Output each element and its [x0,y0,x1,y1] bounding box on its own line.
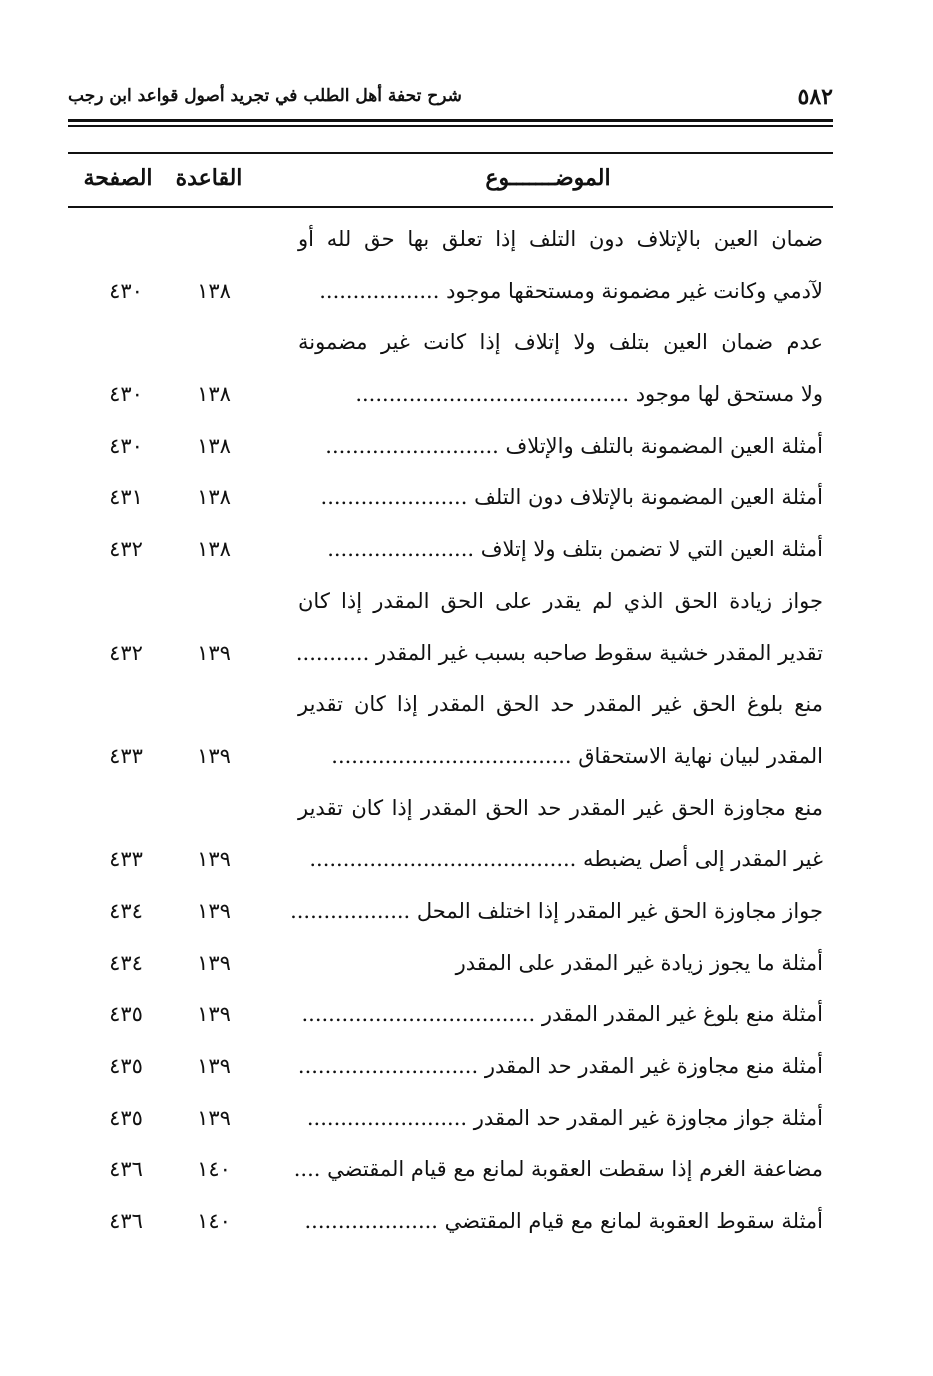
leader-dots: ........................ [306,1105,468,1130]
table-top-rule [68,152,833,154]
leader-dots: .... [293,1157,321,1182]
entry-topic [298,938,823,990]
entry-page-number: ٤٣٥ [109,1105,143,1130]
entry-rule-number: ١٤٠ [197,1209,231,1234]
entry-topic [298,214,823,266]
entry-topic-text: أمثلة العين المضمونة بالإتلاف دون التلف [474,485,823,510]
entry-topic [290,886,823,938]
leader-dots: .................................... [331,743,572,768]
entry-topic-text: عدم ضمان العين بتلف ولا إتلاف إذا كانت غير مضمونة [298,330,823,355]
entry-rule-number: ١٣٨ [197,433,231,458]
index-line [68,731,833,783]
header-rule-thick [68,119,833,122]
entry-rule-number: ١٣٨ [197,537,231,562]
entry-topic-text: أمثلة سقوط العقوبة لمانع مع قيام المقتضي [444,1209,823,1234]
entry-topic-text: غير المقدر إلى أصل يضبطه [583,847,823,872]
entry-topic-text: ولا مستحق لها موجود [635,382,823,407]
entry-topic [298,679,823,731]
entry-rule-number: ١٣٨ [197,485,231,510]
entry-page-number: ٤٣٣ [109,743,143,768]
entry-rule-number: ١٣٩ [197,847,231,872]
entry-topic [298,421,823,473]
leader-dots: ................................... [301,1002,536,1027]
entry-page-number: ٤٣٦ [109,1209,143,1234]
entry-page-number: ٤٣٣ [109,847,143,872]
entry-topic [298,1041,823,1093]
book-title: شرح تحفة أهل الطلب في تجريد أصول قواعد ابن رجب [68,86,462,106]
entry-rule-number: ١٤٠ [197,1157,231,1182]
entry-topic [298,731,823,783]
column-header-rule: القاعدة [175,165,243,191]
index-line [68,266,833,318]
entry-topic-text: جواز مجاوزة الحق غير المقدر إذا اختلف المحل [416,898,823,923]
entry-topic [298,783,823,835]
index-line [68,628,833,680]
leader-dots: ........................................ [309,847,577,872]
entry-topic-text: أمثلة جواز مجاوزة غير المقدر حد المقدر [473,1105,823,1130]
entry-rule-number: ١٣٩ [197,1002,231,1027]
column-header-page: الصفحة [83,165,153,191]
index-line [68,834,833,886]
entry-topic [298,834,823,886]
index-line [68,214,833,266]
entry-topic-text: منع مجاوزة الحق غير المقدر حد الحق المقدر إذا كان تقدير [298,795,823,820]
entry-topic-text: جواز زيادة الحق الذي لم يقدر على الحق المقدر إذا كان [298,588,823,613]
column-headers [68,165,833,201]
entry-topic [298,317,823,369]
entry-topic-text: تقدير المقدر خشية سقوط صاحبه بسبب غير المقدر [375,640,823,665]
entry-rule-number: ١٣٨ [197,382,231,407]
entry-topic-text: ضمان العين بالإتلاف دون التلف إذا تعلق بها حق لله أو [298,227,823,251]
entry-topic [298,576,823,628]
entry-page-number: ٤٣٥ [109,1002,143,1027]
index-line [68,783,833,835]
entry-topic [298,989,823,1041]
entry-topic-text: مضاعفة الغرم إذا سقطت العقوبة لمانع مع قيام المقتضي [327,1157,823,1182]
entry-topic [298,524,823,576]
entry-rule-number: ١٣٩ [197,1105,231,1130]
leader-dots: ...................... [320,485,468,510]
entry-topic-text: أمثلة العين التي لا تضمن بتلف ولا إتلاف [480,537,823,562]
entry-topic [298,1196,823,1248]
entry-topic-text: أمثلة منع بلوغ غير المقدر المقدر [541,1002,823,1027]
index-line [68,886,833,938]
entry-topic [293,1144,823,1196]
entry-rule-number: ١٣٩ [197,640,231,665]
leader-dots: .................. [290,898,411,923]
index-line [68,1041,833,1093]
leader-dots: ........... [295,640,370,665]
entry-topic-text: أمثلة العين المضمونة بالتلف والإتلاف [505,433,823,458]
entry-topic-text: أمثلة ما يجوز زيادة غير المقدر على المقدر [455,950,823,975]
index-line [68,524,833,576]
column-header-topic: الموضـــــــوع [485,165,611,191]
entry-rule-number: ١٣٩ [197,743,231,768]
leader-dots: ...................... [327,537,475,562]
entry-topic-text: منع بلوغ الحق غير المقدر حد الحق المقدر إذا كان تقدير [298,692,823,717]
entry-topic-text: المقدر لبيان نهاية الاستحقاق [578,743,823,768]
header-rule-thin [68,125,833,127]
index-line [68,989,833,1041]
entry-rule-number: ١٣٩ [197,898,231,923]
entry-page-number: ٤٣٦ [109,1157,143,1182]
entry-page-number: ٤٣٤ [109,898,143,923]
entry-rule-number: ١٣٩ [197,950,231,975]
index-line [68,317,833,369]
entry-topic [298,472,823,524]
index-line [68,1196,833,1248]
entry-page-number: ٤٣٢ [109,537,143,562]
entry-topic [298,369,823,421]
page-number: ٥٨٢ [797,84,833,110]
index-line [68,472,833,524]
index-line [68,576,833,628]
leader-dots: .................... [304,1209,438,1234]
entry-page-number: ٤٣١ [109,485,143,510]
index-line [68,369,833,421]
index-line [68,679,833,731]
index-line [68,1093,833,1145]
entry-topic [295,628,823,680]
index-line [68,938,833,990]
entry-page-number: ٤٣٠ [109,382,143,407]
index-entries [68,214,833,1248]
entry-rule-number: ١٣٩ [197,1054,231,1078]
leader-dots: ......................................... [355,382,630,407]
entry-topic-text: لآدمي وكانت غير مضمونة ومستحقها موجود [446,278,823,303]
entry-page-number: ٤٣٠ [109,433,143,458]
index-line [68,1144,833,1196]
running-head [68,84,833,114]
leader-dots: .................. [319,278,440,303]
leader-dots: ........................... [297,1054,479,1078]
column-header-rule-line [68,206,833,208]
entry-topic [298,1093,823,1145]
entry-page-number: ٤٣٤ [109,950,143,975]
entry-page-number: ٤٣٥ [109,1054,143,1078]
index-line [68,421,833,473]
entry-topic [298,266,823,318]
entry-topic-text: أمثلة منع مجاوزة غير المقدر حد المقدر [484,1054,823,1078]
entry-page-number: ٤٣٠ [109,278,143,303]
entry-rule-number: ١٣٨ [197,278,231,303]
leader-dots: .......................... [325,433,499,458]
entry-page-number: ٤٣٢ [109,640,143,665]
